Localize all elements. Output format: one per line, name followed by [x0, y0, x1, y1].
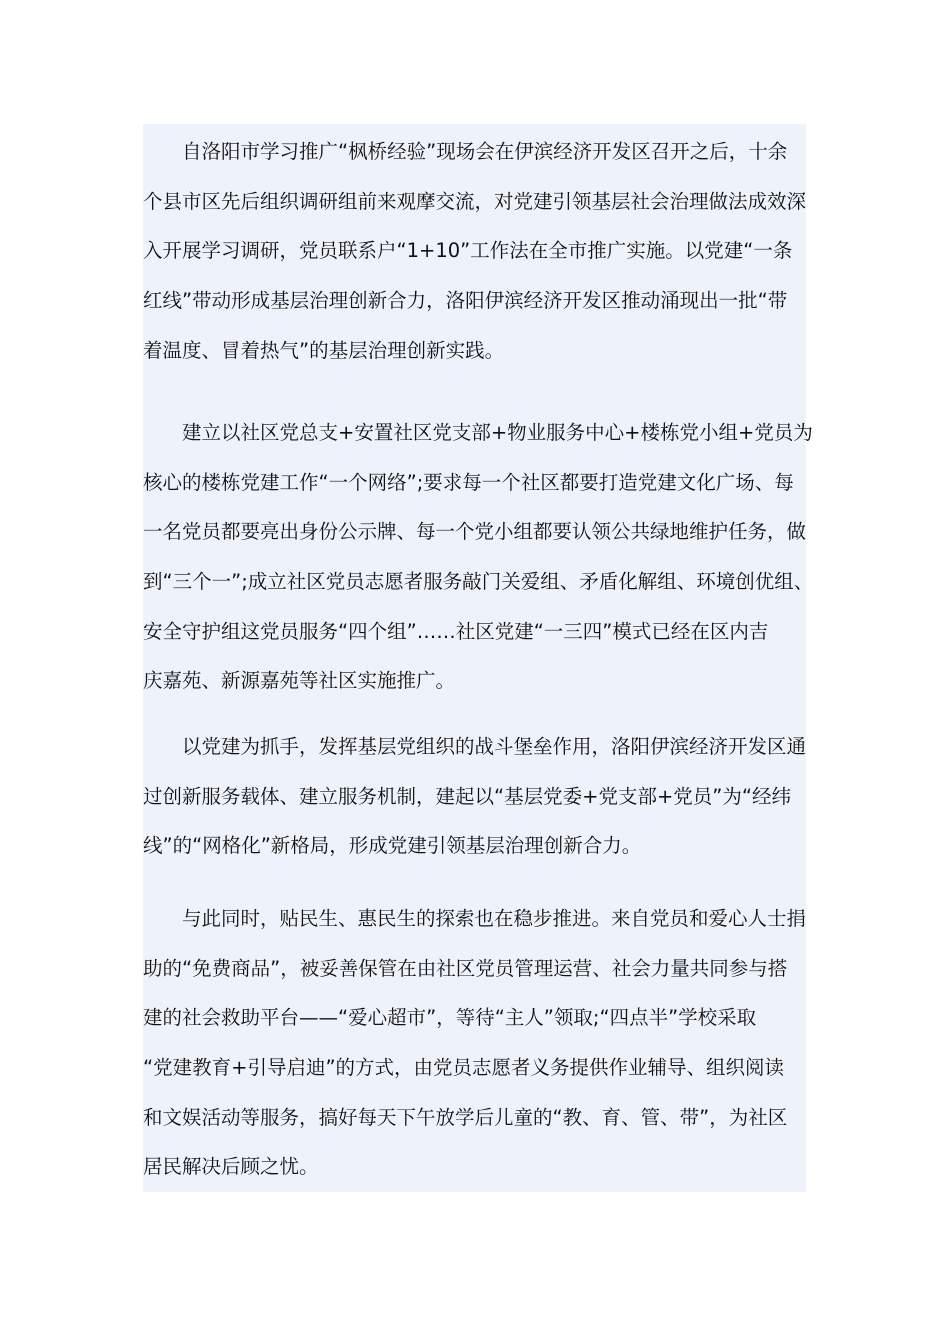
paragraph-4-line-6: 居民解决后顾之忧。	[143, 1155, 319, 1179]
paragraph-2-line-5: 安全守护组这党员服务“四个组”……社区党建“一三四”模式已经在区内吉	[143, 619, 769, 643]
paragraph-1-line-2: 个县市区先后组织调研组前来观摩交流，对党建引领基层社会治理做法成效深	[143, 189, 807, 213]
paragraph-3-line-1: 以党建为抓手，发挥基层党组织的战斗堡垒作用，洛阳伊滨经济开发区通	[182, 735, 807, 758]
paragraph-4-line-5: 和文娱活动等服务，搞好每天下午放学后儿童的“教、育、管、带”，为社区	[143, 1105, 788, 1129]
paragraph-2-line-1: 建立以社区党总支+安置社区党支部+物业服务中心+楼栋党小组+党员为	[182, 421, 813, 444]
paragraph-2-line-3: 一名党员都要亮出身份公示牌、每一个党小组都要认领公共绿地维护任务，做	[143, 520, 807, 544]
paragraph-2-line-2: 核心的楼栋党建工作“一个网络”;要求每一个社区都要打造党建文化广场、每	[143, 470, 794, 494]
article-body	[143, 124, 814, 1192]
paragraph-3-line-3: 线”的“网格化”新格局，形成党建引领基层治理创新合力。	[143, 834, 642, 858]
paragraph-4-line-4: “党建教育+引导启迪”的方式，由党员志愿者义务提供作业辅导、组织阅读	[143, 1056, 785, 1080]
paragraph-1-line-1: 自洛阳市学习推广“枫桥经验”现场会在伊滨经济开发区召开之后，十余	[182, 140, 788, 163]
paragraph-3	[143, 722, 806, 871]
paragraph-2-line-6: 庆嘉苑、新源嘉苑等社区实施推广。	[143, 669, 456, 693]
paragraph-2-line-4: 到“三个一”;成立社区党员志愿者服务敲门关爱组、矛盾化解组、环境创优组、	[143, 570, 814, 594]
paragraph-1-line-3: 入开展学习调研，党员联系户“1+10”工作法在全市推广实施。以党建“一条	[143, 239, 793, 263]
paragraph-2	[143, 408, 814, 706]
paragraph-1-line-5: 着温度、冒着热气”的基层治理创新实践。	[143, 338, 505, 362]
paragraph-4	[143, 894, 806, 1192]
paragraph-1-line-4: 红线”带动形成基层治理创新合力，洛阳伊滨经济开发区推动涌现出一批“带	[143, 289, 788, 313]
paragraph-4-line-3: 建的社会救助平台——“爱心超市”，等待“主人”领取;“四点半”学校采取	[143, 1006, 757, 1030]
paragraph-4-line-1: 与此同时，贴民生、惠民生的探索也在稳步推进。来自党员和爱心人士捐	[182, 907, 807, 930]
paragraph-1	[143, 127, 806, 375]
paragraph-3-line-2: 过创新服务载体、建立服务机制，建起以“基层党委+党支部+党员”为“经纬	[143, 784, 791, 808]
paragraph-4-line-2: 助的“免费商品”，被妥善保管在由社区党员管理运营、社会力量共同参与搭	[143, 956, 788, 980]
